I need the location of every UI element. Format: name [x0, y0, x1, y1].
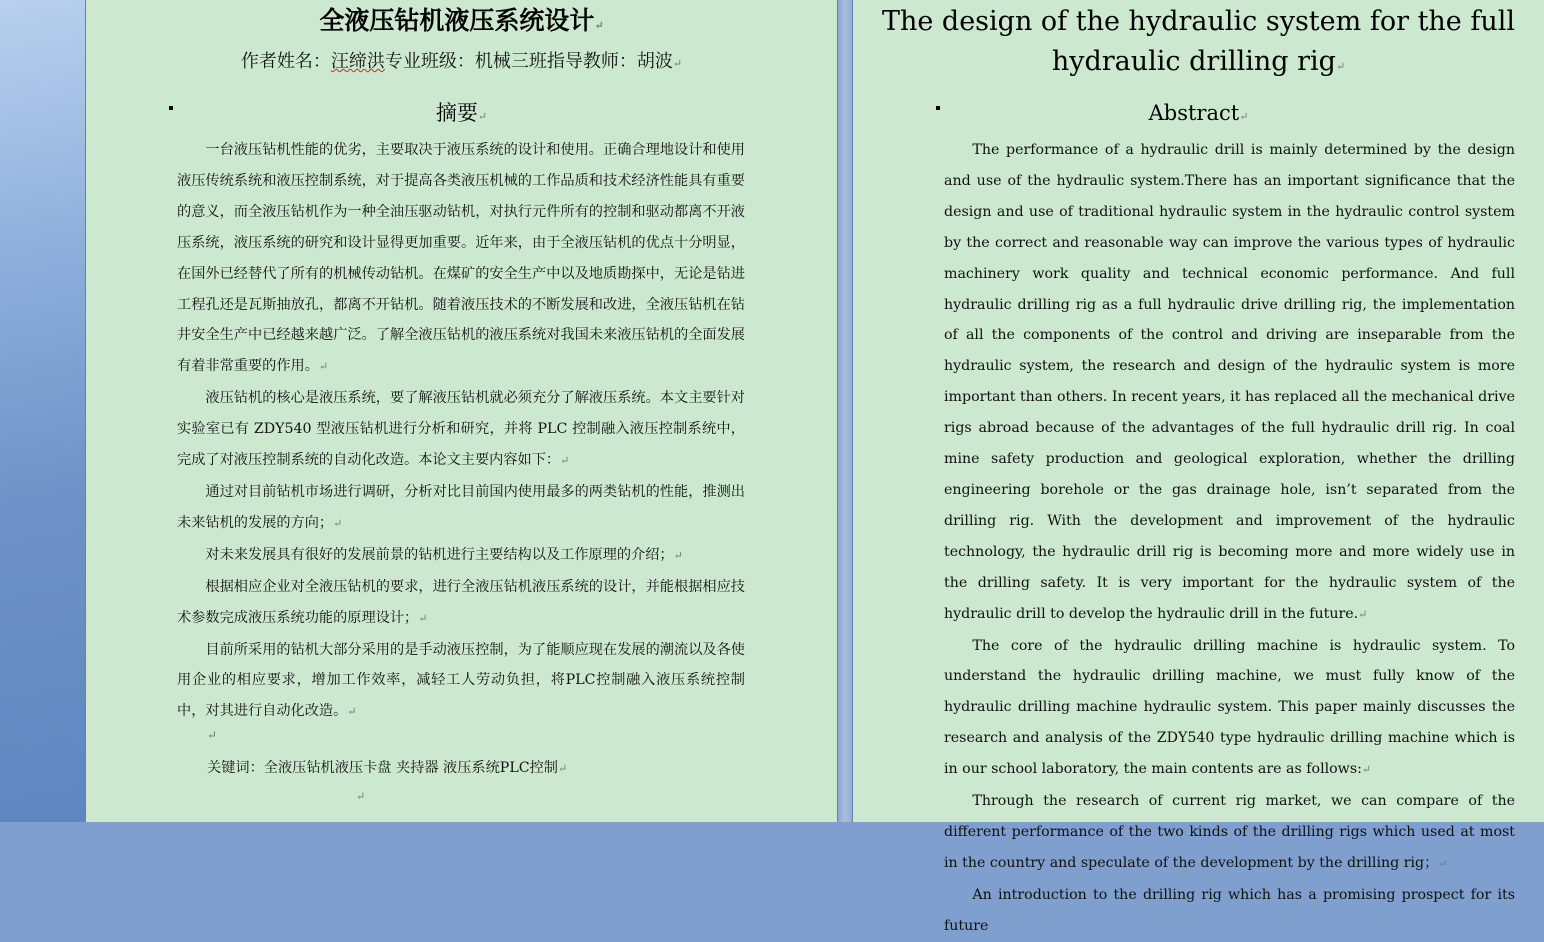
- en-paragraph-4: An introduction to the drilling rig which has a promising prospect for its future: [944, 886, 1515, 934]
- chinese-document-page[interactable]: [86, 0, 837, 822]
- trailing-paragraph-mark: ↵: [356, 790, 366, 803]
- left-window-margin: [0, 0, 85, 822]
- author-name: 汪缔洪: [330, 51, 385, 72]
- en-paragraph-1: The performance of a hydraulic drill is mainly determined by the design and use of the hydraulic system.There has an important significance that the design and use of traditional hydraulic system in the hydraulic control system by the correct and reasonable way can improve the various types of hydraulic machinery work quality and technical economic performance. And full hydraulic drilling rig as a full hydraulic drive drilling rig, the implementation of all the components of the control and driving are inseparable from the hydraulic system, the research and design of the hydraulic system is more important than others. In recent years, it has replaced all the mechanical drive rigs abroad because of the advantages of the full hydraulic drill rig. In coal mine safety production and geological exploration, whether the drilling engineering borehole or the gas drainage hole, isn’t separated from the drilling rig. With the development and improvement of the hydraulic technology, the hydraulic drill rig is becoming more and more widely use in the drilling safety. It is very important for the hydraulic system of the hydraulic drill to develop the hydraulic drill in the future.↵: [944, 142, 1515, 622]
- cn-paragraph-3: 通过对目前钻机市场进行调研，分析对比目前国内使用最多的两类钻机的性能，推测出未来钻机的发展的方向；↵: [177, 483, 745, 531]
- author-line: 作者姓名：汪缔洪专业班级：机械三班指导教师：胡波↵: [240, 51, 683, 72]
- en-paragraph-2: The core of the hydraulic drilling machine is hydraulic system. To understand the hydraulic drilling machine, we must fully know of the hydraulic drilling machine hydraulic system. This paper mainly discusses the research and analysis of the ZDY540 type hydraulic drilling machine which is in our school laboratory, the main contents are as follows:↵: [944, 637, 1515, 778]
- cn-paragraph-2: 液压钻机的核心是液压系统，要了解液压钻机就必须充分了解液压系统。本文主要针对实验室已有 ZDY540 型液压钻机进行分析和研究，并将 PLC 控制融入液压控制系统中，完成了对液压控制系统的自动化改造。本论文主要内容如下：↵: [177, 390, 745, 469]
- chinese-abstract-heading: 摘要↵: [435, 101, 488, 125]
- english-abstract-body: [944, 135, 1515, 942]
- en-paragraph-3: Through the research of current rig market, we can compare of the different performance of the two kinds of the drilling rigs which used at most in the country and speculate of the development by the drilling rig；↵: [944, 793, 1515, 871]
- cn-paragraph-5: 根据相应企业对全液压钻机的要求，进行全液压钻机液压系统的设计，并能根据相应技术参数完成液压系统功能的原理设计；↵: [177, 578, 745, 626]
- chinese-abstract-body: [177, 135, 745, 728]
- cn-paragraph-6: 目前所采用的钻机大部分采用的是手动液压控制，为了能顺应现在发展的潮流以及各使用企业的相应要求，增加工作效率，减轻工人劳动负担，将PLC控制融入液压系统控制中，对其进行自动化改造。↵: [177, 641, 745, 720]
- english-document-page[interactable]: [853, 0, 1544, 934]
- english-title: The design of the hydraulic system for the full hydraulic drilling rig↵: [881, 6, 1516, 77]
- english-abstract-heading: Abstract↵: [1148, 101, 1249, 125]
- cn-paragraph-1: 一台液压钻机性能的优劣，主要取决于液压系统的设计和使用。正确合理地设计和使用液压传统系统和液压控制系统，对于提高各类液压机械的工作品质和技术经济性能具有重要的意义，而全液压钻机作为一种全油压驱动钻机，对执行元件所有的控制和驱动都离不开液压系统，液压系统的研究和设计显得更加重要。近年来，由于全液压钻机的优点十分明显，在国外已经替代了所有的机械传动钻机。在煤矿的安全生产中以及地质勘探中，无论是钻进工程孔还是瓦斯抽放孔，都离不开钻机。随着液压技术的不断发展和改进，全液压钻机在钻井安全生产中已经越来越广泛。了解全液压钻机的液压系统对我国未来液压钻机的全面发展有着非常重要的作用。↵: [177, 142, 745, 375]
- page-gap: [838, 0, 852, 822]
- keywords-line: 关键词：全液压钻机液压卡盘 夹持器 液压系统PLC控制↵: [207, 760, 568, 776]
- cn-paragraph-4: 对未来发展具有很好的发展前景的钻机进行主要结构以及工作原理的介绍；↵: [205, 546, 683, 563]
- blank-paragraph-mark: ↵: [207, 728, 218, 742]
- chinese-title: 全液压钻机液压系统设计↵: [319, 6, 604, 35]
